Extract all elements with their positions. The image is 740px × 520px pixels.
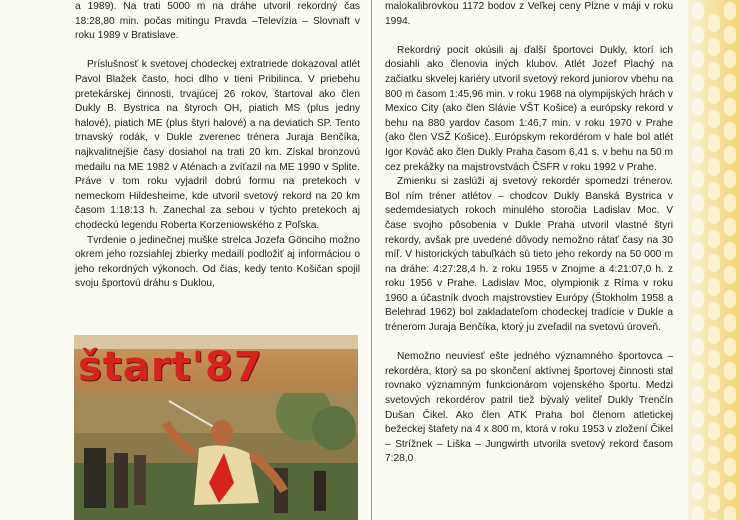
decorative-dot	[708, 134, 720, 152]
magazine-cover-image	[74, 335, 358, 520]
decorative-dot	[692, 458, 704, 476]
cover-title: štart'87	[78, 344, 263, 390]
decorative-dot	[692, 50, 704, 68]
decorative-dot	[724, 2, 736, 20]
decorative-dot	[708, 326, 720, 344]
decorative-dot	[708, 398, 720, 416]
decorative-dot	[692, 170, 704, 188]
decorative-dot	[692, 434, 704, 452]
paragraph: Príslušnosť k svetovej chodeckej extratriede dokazoval atlét Pavol Blažek často, hoci dlho v tieni Pribilinca. V priebehu pretekárskej činnosti, trvajúcej 26 rokov, štartoval ako člen Dukly B. Bystrica na štyroch OH, piatich MS (plus jedny halové), piatich ME (plus štyri halové) a na deviatich SP. Tento trnavský rodák, v Dukle zverenec trénera Juraja Benčíka, najkvalitnejšie časy dosiahol na trati 20 km. Získal bronzovú medailu na ME 1982 v Aténach a zvíťazil na ME 1990 v Splite. Práve v tom roku vyjadril dobrú formu na pretekoch v nemeckom Hildesheime, kde utvoril svetový rekord na 20 km časom 1:18:13 h. Zanechal za sebou v týchto pretekoch aj chodeckú legendu Roberta Korzeniowského z Poľska.	[75, 59, 360, 231]
decorative-dot	[692, 338, 704, 356]
decorative-dot	[724, 386, 736, 404]
decorative-dot	[724, 362, 736, 380]
decorative-dot	[724, 506, 736, 520]
decorative-dot	[708, 278, 720, 296]
right-text-column	[385, 0, 673, 467]
decorative-dot	[708, 494, 720, 512]
decorative-dot	[708, 158, 720, 176]
decorative-dot	[724, 50, 736, 68]
paragraph: Nemožno neuviesť ešte jedného významného športovca – rekordéra, ktorý sa po skončení aktívnej športovej činnosti stal rovnako významným funkcionárom vojenského športu. Medzi svetových rekordérov patril tiež bývalý veliteľ Dukly Trenčín Dušan Čikel. Ako člen ATK Praha bol členom atletickej bežeckej štafety na 4 x 800 m, ktorá v roku 1953 v zložení Čikel – Strížnek – Liška – Jungwirth utvorila svetový rekord časom 7:28,0	[385, 351, 673, 465]
decorative-dot	[692, 290, 704, 308]
decorative-dot	[692, 218, 704, 236]
decorative-dot	[724, 410, 736, 428]
decorative-dot	[724, 218, 736, 236]
decorative-dot	[708, 182, 720, 200]
decorative-dot	[724, 146, 736, 164]
decorative-dot	[708, 14, 720, 32]
decorative-dot	[724, 26, 736, 44]
decorative-dot	[692, 74, 704, 92]
decorative-dot	[692, 506, 704, 520]
decorative-dot	[708, 62, 720, 80]
decorative-dot	[692, 146, 704, 164]
decorative-dot	[708, 350, 720, 368]
decorative-dot	[708, 470, 720, 488]
decorative-dot	[692, 314, 704, 332]
decorative-dot	[692, 386, 704, 404]
decorative-dot	[724, 122, 736, 140]
column-divider	[371, 0, 372, 520]
decorative-dot	[692, 98, 704, 116]
decorative-dot	[692, 482, 704, 500]
decorative-dot	[708, 302, 720, 320]
decorative-dot	[724, 338, 736, 356]
decorative-dot	[724, 266, 736, 284]
decorative-dot	[724, 242, 736, 260]
decorative-dot	[692, 122, 704, 140]
decorative-dot	[708, 86, 720, 104]
decorative-dot	[724, 314, 736, 332]
decorative-dot	[724, 482, 736, 500]
decorative-dot	[708, 422, 720, 440]
decorative-dot	[692, 266, 704, 284]
left-text-column	[75, 0, 360, 292]
athlete-photo	[74, 393, 358, 520]
decorative-dot	[724, 458, 736, 476]
decorative-dot	[692, 2, 704, 20]
decorative-dot	[692, 410, 704, 428]
decorative-dot	[708, 206, 720, 224]
paragraph: Tvrdenie o jedinečnej muške strelca Jozefa Gönciho možno okrem jeho rozsiahlej zbierky medailí podložiť aj informáciou o jeho rekordných výkonoch. Od čias, kedy tento Košičan spojil svoju športovú dráhu s Duklou,	[75, 234, 360, 290]
decorative-side-strip	[688, 0, 740, 520]
decorative-dot	[708, 110, 720, 128]
decorative-dot	[724, 74, 736, 92]
decorative-dot	[724, 434, 736, 452]
decorative-dot	[692, 26, 704, 44]
decorative-dot	[724, 194, 736, 212]
decorative-dot	[692, 242, 704, 260]
paragraph: Zmienku si zaslúži aj svetový rekordér spomedzi trénerov. Bol ním tréner atlétov – chodcov Dukly Banská Bystrica v sedemdesiatych rokoch minulého storočia Ladislav Moc. V čase svojho pôsobenia v Dukle Praha utvoril vlastné štyri rekordy, avšak pre uvedené dôvody nemožno rátať časy na 30 míľ. V historických tabuľkách sú tieto jeho rekordy na 50 000 m na dráhe: 4:27:28,4 h. z roku 1955 v Znojme a 4:21:07,0 h. z roku 1956 v Prahe. Ladislav Moc, olympionik z Ríma v roku 1960 a účastník dvoch majstrovstiev Európy (Štokholm 1958 a Belehrad 1962) bol zakladateľom chodeckej tradície v Dukle a trénerom Juraja Benčíka, ktorý ju zveľadil na svetovú úroveň.	[385, 176, 673, 334]
paragraph: a 1989). Na trati 5000 m na dráhe utvoril rekordný čas 18:28,80 min. počas mitingu Pravda –Televízia – Slovnaft v roku 1989 v Bratislave.	[75, 1, 360, 42]
decorative-dot	[692, 362, 704, 380]
decorative-dot	[708, 230, 720, 248]
paragraph: malokalibrovkou 1172 bodov z Veľkej ceny Plzne v máji v roku 1994.	[385, 1, 673, 27]
decorative-dot	[724, 98, 736, 116]
decorative-dot	[708, 374, 720, 392]
decorative-dot	[708, 38, 720, 56]
decorative-dot	[724, 170, 736, 188]
decorative-dot	[692, 194, 704, 212]
decorative-dot	[708, 446, 720, 464]
paragraph: Rekordný pocit okúsili aj ďalší športovci Dukly, ktorí ich dosiahli ako členovia iných klubov. Atlét Jozef Plachý na začiatku skvelej kariéry utvoril svetový rekord juniorov vbehu na 800 m časom 1:45,96 min. v roku 1968 na olympijských hrách v Mexico City (ako člen Slávie VŠT Košice) a európsky rekord v behu na 880 yardov časom 1:46,7 min. v roku 1970 v Prahe (ako člen VSŽ Košice). Európskym rekordérom v hale bol atlét Igor Kováč ako člen Dukly Praha časom 6,41 s. v behu na 50 m cez prekážky na majstrovstvách ČSFR v roku 1992 v Prahe.	[385, 44, 673, 173]
decorative-dot	[724, 290, 736, 308]
decorative-dot	[708, 254, 720, 272]
